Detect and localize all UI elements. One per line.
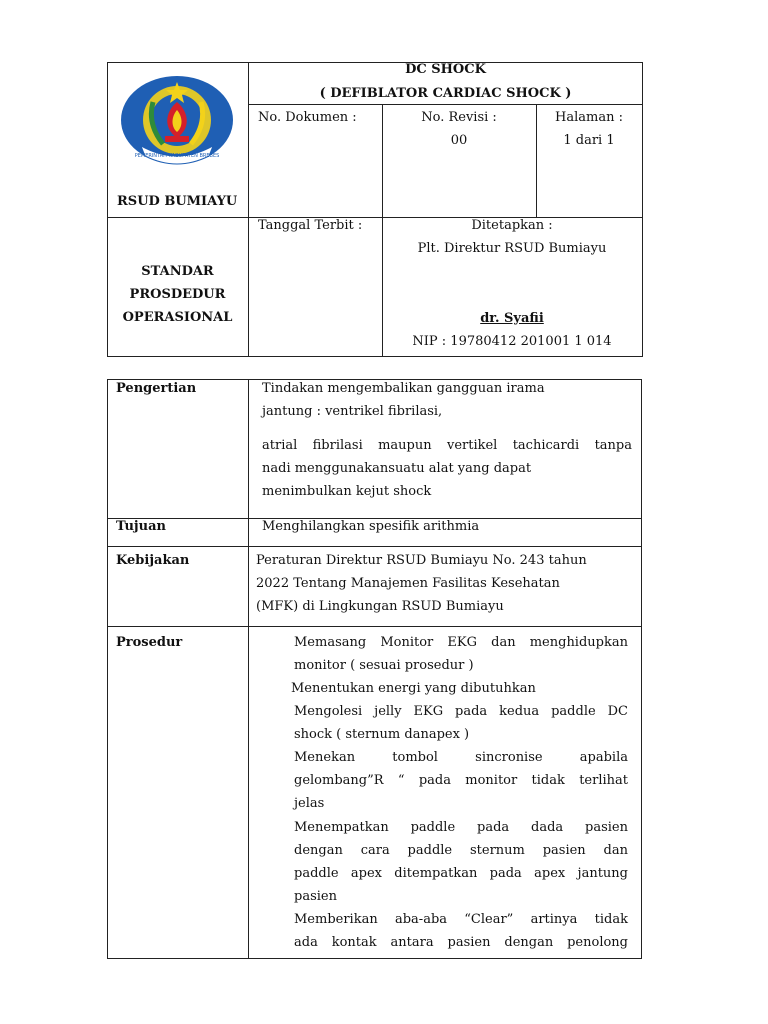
kebijakan-line1: Peraturan Direktur RSUD Bumiayu No. 243 tahun: [256, 553, 587, 568]
pengertian-line1: Tindakan mengembalikan gangguan irama: [262, 381, 545, 396]
doc-number-label: No. Dokumen :: [258, 110, 357, 125]
established-label: Ditetapkan :: [471, 218, 553, 233]
step-text: paddle apex ditempatkan pada apex jantung: [294, 866, 628, 881]
pengertian-line2: jantung : ventrikel fibrilasi,: [262, 404, 443, 419]
signer-nip: NIP : 19780412 201001 1 014: [412, 334, 612, 349]
step-text: Menempatkan paddle pada dada pasien: [294, 820, 628, 835]
doc-title-line2: ( DEFIBLATOR CARDIAC SHOCK ): [319, 86, 572, 101]
tujuan-label: Tujuan: [116, 519, 166, 534]
logo-ribbon-text: PEMERINTAH KABUPATEN BREBES: [134, 153, 220, 159]
step-text: Memasang Monitor EKG dan menghidupkan: [294, 635, 628, 650]
prosedur-label: Prosedur: [116, 635, 183, 650]
kebijakan-line2: 2022 Tentang Manajemen Fasilitas Kesehatan: [256, 576, 560, 591]
director-title: Plt. Direktur RSUD Bumiayu: [417, 241, 607, 256]
sop-line1: STANDAR: [141, 264, 214, 279]
step-text: shock ( sternum danapex ): [294, 727, 470, 742]
pengertian-line3: atrial fibrilasi maupun vertikel tachicardi tanpa: [262, 438, 632, 453]
step-text: Memberikan aba-aba “Clear” artinya tidak: [294, 912, 628, 927]
page-label: Halaman :: [555, 110, 623, 125]
sop-line2: PROSDEDUR: [129, 287, 226, 302]
tujuan-value: Menghilangkan spesifik arithmia: [262, 519, 480, 534]
pengertian-line4: nadi menggunakansuatu alat yang dapat: [262, 461, 532, 476]
step-text: ada kontak antara pasien dengan penolong: [294, 935, 628, 950]
step-text: jelas: [294, 796, 325, 811]
step-text: gelombang”R “ pada monitor tidak terlihat: [294, 773, 628, 788]
sop-line3: OPERASIONAL: [122, 310, 233, 325]
issue-date-label: Tanggal Terbit :: [258, 218, 363, 233]
step-text: dengan cara paddle sternum pasien dan: [294, 843, 628, 858]
page-value: 1 dari 1: [563, 133, 615, 148]
hospital-name: RSUD BUMIAYU: [117, 194, 238, 209]
kebijakan-line3: (MFK) di Lingkungan RSUD Bumiayu: [256, 599, 504, 614]
hospital-logo: [117, 72, 237, 172]
step-text: Menentukan energi yang dibutuhkan: [291, 681, 536, 696]
signer-name: dr. Syafii: [480, 311, 544, 326]
step-text: Mengolesi jelly EKG pada kedua paddle DC: [294, 704, 628, 719]
kebijakan-label: Kebijakan: [116, 553, 190, 568]
step-text: pasien: [294, 889, 337, 904]
step-text: monitor ( sesuai prosedur ): [294, 658, 474, 673]
doc-title-line1: DC SHOCK: [405, 62, 486, 77]
pengertian-line5: menimbulkan kejut shock: [262, 484, 432, 499]
revision-label: No. Revisi :: [421, 110, 497, 125]
step-text: Menekan tombol sincronise apabila: [294, 750, 628, 765]
revision-value: 00: [450, 133, 468, 148]
pengertian-label: Pengertian: [116, 381, 197, 396]
